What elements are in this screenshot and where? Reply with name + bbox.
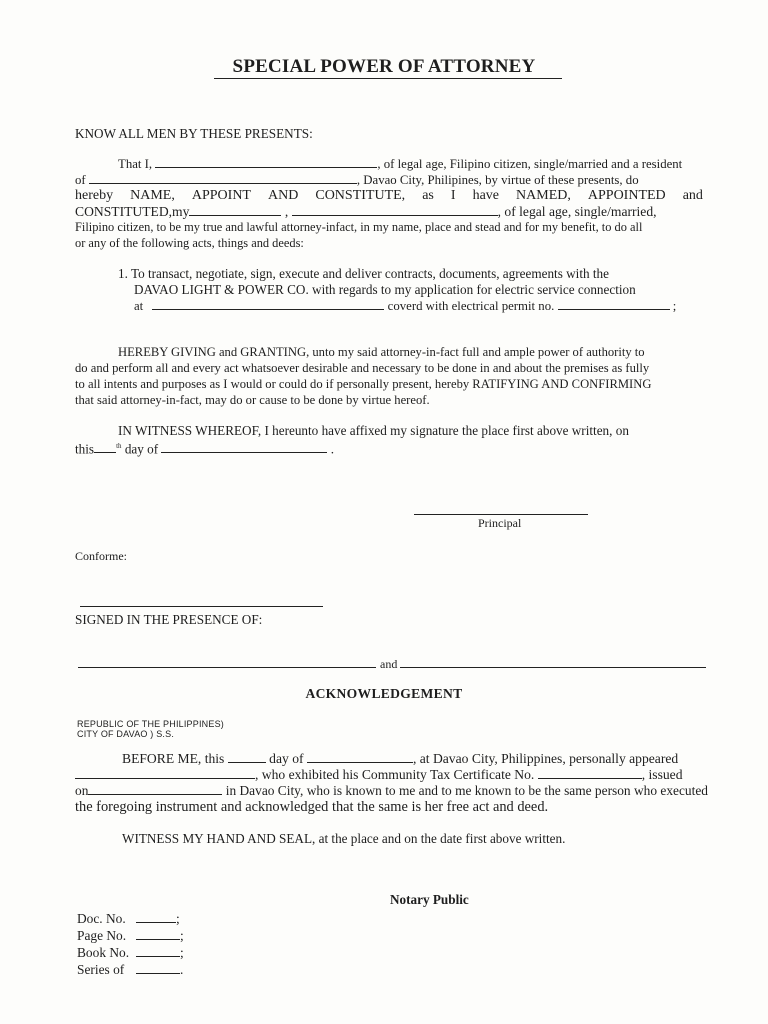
intro-line-4: CONSTITUTED,my , , of legal age, single/married,: [75, 204, 657, 219]
witness-hand-line: WITNESS MY HAND AND SEAL, at the place and on the date first above written.: [122, 831, 566, 846]
giving-line-2: do and perform all and every act whatsoever desirable and necessary to be done in and about the premises as fully: [75, 361, 650, 375]
day-blank[interactable]: [94, 441, 116, 453]
series-row: Series of .: [77, 962, 184, 977]
item1-line-3: at coverd with electrical permit no. ;: [134, 299, 677, 313]
conforme-signature-line[interactable]: [80, 606, 323, 607]
item1-line-1: 1. To transact, negotiate, sign, execute and deliver contracts, documents, agreements with the: [118, 266, 610, 281]
ack-month-blank[interactable]: [307, 751, 413, 763]
intro-line-3-word: CONSTITUTE,: [315, 188, 406, 203]
intro-line-3-word: APPOINT: [191, 188, 251, 203]
intro-line-3-word: and: [682, 188, 703, 203]
notary-public-label: Notary Public: [390, 892, 469, 907]
principal-label: Principal: [478, 516, 522, 530]
intro-line-3-word: AND: [268, 188, 299, 203]
conforme-label: Conforme:: [75, 549, 127, 563]
intro-line-3-word: have: [472, 188, 500, 203]
issued-date-blank[interactable]: [88, 783, 222, 795]
intro-line-3-word: NAMED,: [516, 188, 571, 203]
page-no-row: Page No. ;: [77, 928, 184, 943]
witness-2-signature-line[interactable]: [400, 667, 706, 668]
appearing-person-blank[interactable]: [75, 767, 255, 779]
permit-number-blank[interactable]: [558, 298, 670, 310]
before-me-line-3: on in Davao City, who is known to me and to me known to be the same person who executed: [75, 783, 708, 798]
doc-no-row: Doc. No. ;: [77, 911, 180, 926]
book-no-blank[interactable]: [136, 945, 180, 957]
notarial-register: [77, 910, 184, 978]
before-me-line-1: BEFORE ME, this day of , at Davao City, Philippines, personally appeared: [122, 751, 679, 766]
intro-line-3-word: I: [450, 188, 456, 203]
city-label: CITY OF DAVAO ) S.S.: [77, 729, 175, 739]
ctc-number-blank[interactable]: [538, 767, 642, 779]
series-blank[interactable]: [136, 962, 180, 974]
republic-label: REPUBLIC OF THE PHILIPPINES): [77, 719, 224, 729]
location-blank[interactable]: [152, 298, 384, 310]
intro-line-3-word: APPOINTED: [587, 188, 666, 203]
relationship-blank[interactable]: [189, 204, 281, 216]
intro-line-5: Filipino citizen, to be my true and lawful attorney-infact, in my name, place and stead and for my benefit, to do all: [75, 220, 643, 234]
intro-line-3-word: as: [422, 188, 434, 203]
intro-line-3-word: hereby: [75, 188, 114, 203]
attorney-name-blank[interactable]: [292, 204, 498, 216]
witness-1-signature-line[interactable]: [78, 667, 376, 668]
giving-line-1: HEREBY GIVING and GRANTING, unto my said attorney-in-fact full and ample power of authority to: [118, 345, 645, 359]
before-me-line-2: , who exhibited his Community Tax Certificate No. , issued: [75, 767, 683, 783]
know-all-heading: KNOW ALL MEN BY THESE PRESENTS:: [75, 126, 313, 141]
ack-day-blank[interactable]: [228, 751, 266, 763]
doc-no-blank[interactable]: [136, 911, 176, 923]
acknowledgement-heading: ACKNOWLEDGEMENT: [305, 686, 463, 701]
page-no-blank[interactable]: [136, 928, 180, 940]
principal-signature-line[interactable]: [414, 514, 588, 515]
document-title: SPECIAL POWER OF ATTORNEY: [232, 56, 536, 77]
before-me-line-4: the foregoing instrument and acknowledged that the same is her free act and deed.: [75, 799, 549, 815]
and-label: and: [380, 657, 398, 671]
item1-line-2: DAVAO LIGHT & POWER CO. with regards to my application for electric service connection: [134, 282, 636, 297]
residence-blank[interactable]: [89, 172, 357, 184]
intro-line-3: [75, 188, 703, 204]
intro-line-2: of , Davao City, Philipines, by virtue of these presents, do: [75, 173, 639, 187]
intro-line-1: That I, , of legal age, Filipino citizen, single/married and a resident: [118, 157, 683, 171]
witness-line-1: IN WITNESS WHEREOF, I hereunto have affixed my signature the place first above written, on: [118, 423, 629, 438]
book-no-row: Book No. ;: [77, 945, 184, 960]
witness-line-2: this $^{th}$ day of .: [75, 441, 335, 457]
principal-name-blank[interactable]: [155, 156, 377, 168]
giving-line-3: to all intents and purposes as I would or could do if personally present, hereby RATIFYING AND CONFIRMING: [75, 377, 652, 391]
month-year-blank[interactable]: [161, 441, 327, 453]
intro-line-6: or any of the following acts, things and deeds:: [75, 236, 304, 250]
signed-presence-label: SIGNED IN THE PRESENCE OF:: [75, 612, 263, 627]
title-underline: [214, 78, 562, 79]
giving-line-4: that said attorney-in-fact, may do or cause to be done by virtue hereof.: [75, 393, 430, 407]
intro-line-3-word: NAME,: [130, 188, 175, 203]
